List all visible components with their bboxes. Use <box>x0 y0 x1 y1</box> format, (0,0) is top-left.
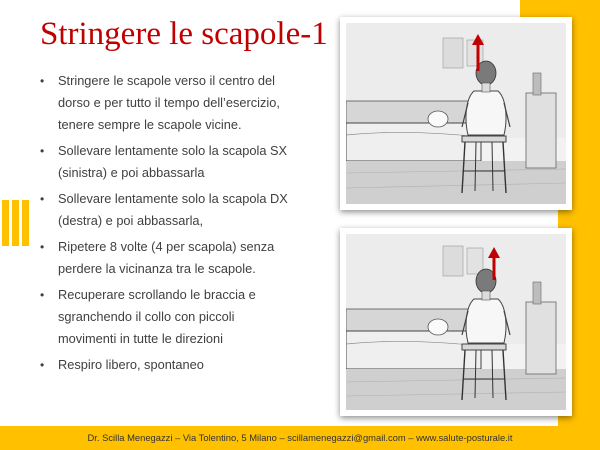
bullet-line: Respiro libero, spontaneo <box>58 357 204 372</box>
bullet-line: Stringere le scapole verso il centro del <box>58 73 275 88</box>
seated-woman-back-photo <box>346 23 566 204</box>
bullet-dot-icon: • <box>40 358 45 372</box>
bullet-line: (destra) e poi abbassarla, <box>58 213 204 228</box>
bullet-list <box>40 70 330 380</box>
bullet-line: dorso e per tutto il tempo dell’esercizio, <box>58 95 280 110</box>
bullet-dot-icon: • <box>40 240 45 254</box>
exercise-photo-bottom <box>340 228 572 416</box>
bullet-line: sgranchendo il collo con piccoli <box>58 309 235 324</box>
bullet-item <box>40 188 330 232</box>
bullet-item <box>40 284 330 350</box>
bullet-line: movimenti in tutte le direzioni <box>58 331 224 346</box>
bullet-line: Recuperare scrollando le braccia e <box>58 287 256 302</box>
bullet-item <box>40 70 330 136</box>
bullet-item <box>40 236 330 280</box>
bullet-line: perdere la vicinanza tra le scapole. <box>58 261 256 276</box>
bullet-dot-icon: • <box>40 288 45 302</box>
footer-text: Dr. Scilla Menegazzi – Via Tolentino, 5 Milano – scillamenegazzi@gmail.com – www.salute-posturale.it <box>87 432 513 443</box>
bullet-dot-icon: • <box>40 192 45 206</box>
accent-stripes <box>0 200 30 246</box>
bullet-item <box>40 140 330 184</box>
bullet-line: (sinistra) e poi abbassarla <box>58 165 205 180</box>
bullet-line: Ripetere 8 volte (4 per scapola) senza <box>58 239 275 254</box>
bullet-line: Sollevare lentamente solo la scapola DX <box>58 191 288 206</box>
slide-title: Stringere le scapole-1 <box>40 16 328 52</box>
bullet-dot-icon: • <box>40 74 45 88</box>
bullet-item <box>40 354 330 376</box>
bullet-line: tenere sempre le scapole vicine. <box>58 117 242 132</box>
bullet-line: Sollevare lentamente solo la scapola SX <box>58 143 288 158</box>
seated-woman-back-photo <box>346 234 566 410</box>
bullet-dot-icon: • <box>40 144 45 158</box>
exercise-photo-top <box>340 17 572 210</box>
